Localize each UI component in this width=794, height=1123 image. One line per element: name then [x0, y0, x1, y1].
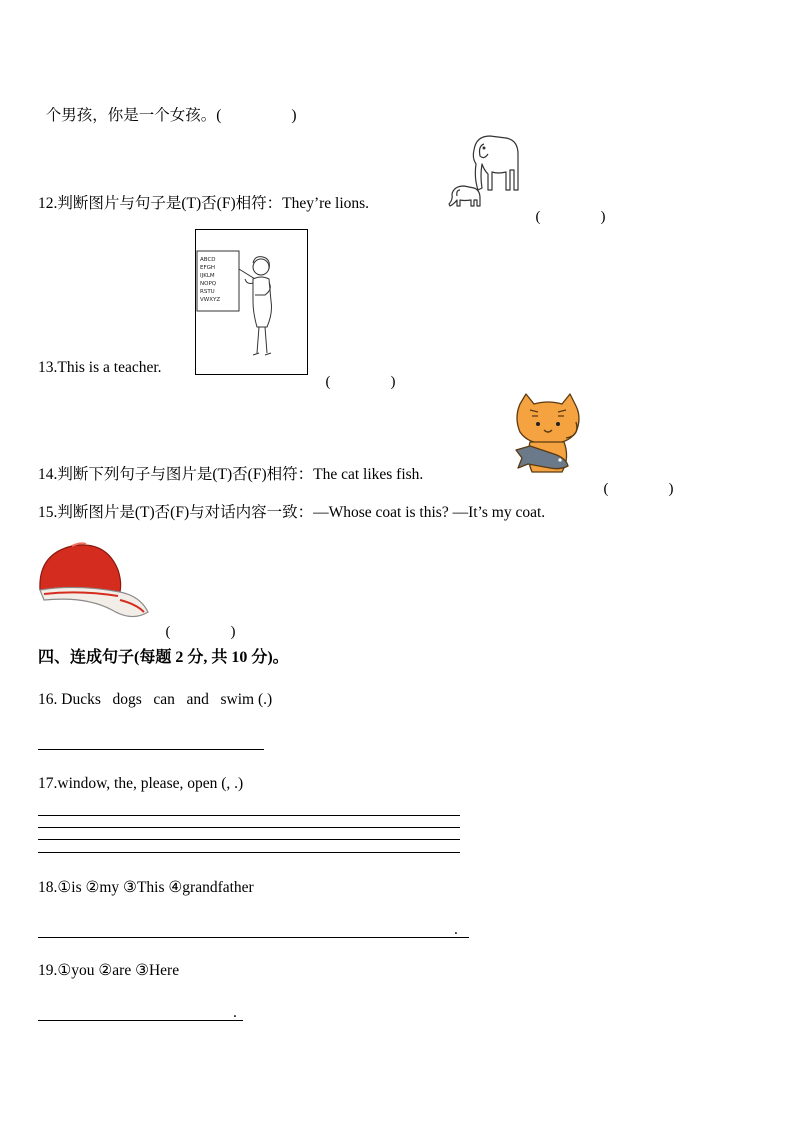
q13-answer-paren[interactable]: ( )	[325, 374, 396, 390]
section-heading: 四、连成句子(每题 2 分, 共 10 分)。	[38, 649, 289, 666]
chart-letter-row: VWXYZ	[200, 297, 221, 303]
q16-text: 16. Ducks dogs can and swim (.)	[38, 691, 273, 708]
chart-letter-row: NOPQ	[200, 281, 217, 287]
cat-fish-icon	[510, 392, 586, 482]
q15-answer-paren[interactable]: ( )	[165, 624, 236, 640]
q12-text: 12.判断图片与句子是(T)否(F)相符：They’re lions.	[38, 195, 370, 212]
q16-answer-line[interactable]	[38, 749, 264, 750]
chart-letter-row: ABCD	[200, 257, 216, 263]
q13-text: 13.This is a teacher.	[38, 359, 162, 376]
teacher-icon	[195, 229, 308, 375]
q15-text: 15.判断图片是(T)否(F)与对话内容一致：—Whose coat is this? —It’s my coat.	[38, 504, 546, 521]
chart-letter-row: RSTU	[200, 289, 215, 295]
q19-period: .	[233, 1004, 237, 1021]
red-cap-icon	[36, 540, 152, 626]
q19-text: 19.①you ②are ③Here	[38, 962, 180, 979]
elephants-icon	[444, 130, 524, 212]
q17-answer-line[interactable]	[38, 852, 460, 853]
q18-answer-line[interactable]	[38, 937, 469, 938]
q14-text: 14.判断下列句子与图片是(T)否(F)相符：The cat likes fish.	[38, 466, 424, 483]
q12-answer-paren[interactable]: ( )	[535, 209, 606, 225]
q19-answer-line[interactable]	[38, 1020, 243, 1021]
chart-letter-row: IJKLM	[200, 273, 215, 279]
q17-answer-line[interactable]	[38, 827, 460, 828]
q14-answer-paren[interactable]: ( )	[603, 481, 674, 497]
q11-text: 个男孩，你是一个女孩。( )	[45, 107, 297, 124]
q18-text: 18.①is ②my ③This ④grandfather	[38, 879, 254, 896]
q17-text: 17.window, the, please, open (, .)	[38, 775, 244, 792]
q17-answer-line[interactable]	[38, 815, 460, 816]
q18-period: .	[454, 921, 458, 938]
chart-letter-row: EFGH	[200, 265, 216, 271]
q17-answer-line[interactable]	[38, 839, 460, 840]
